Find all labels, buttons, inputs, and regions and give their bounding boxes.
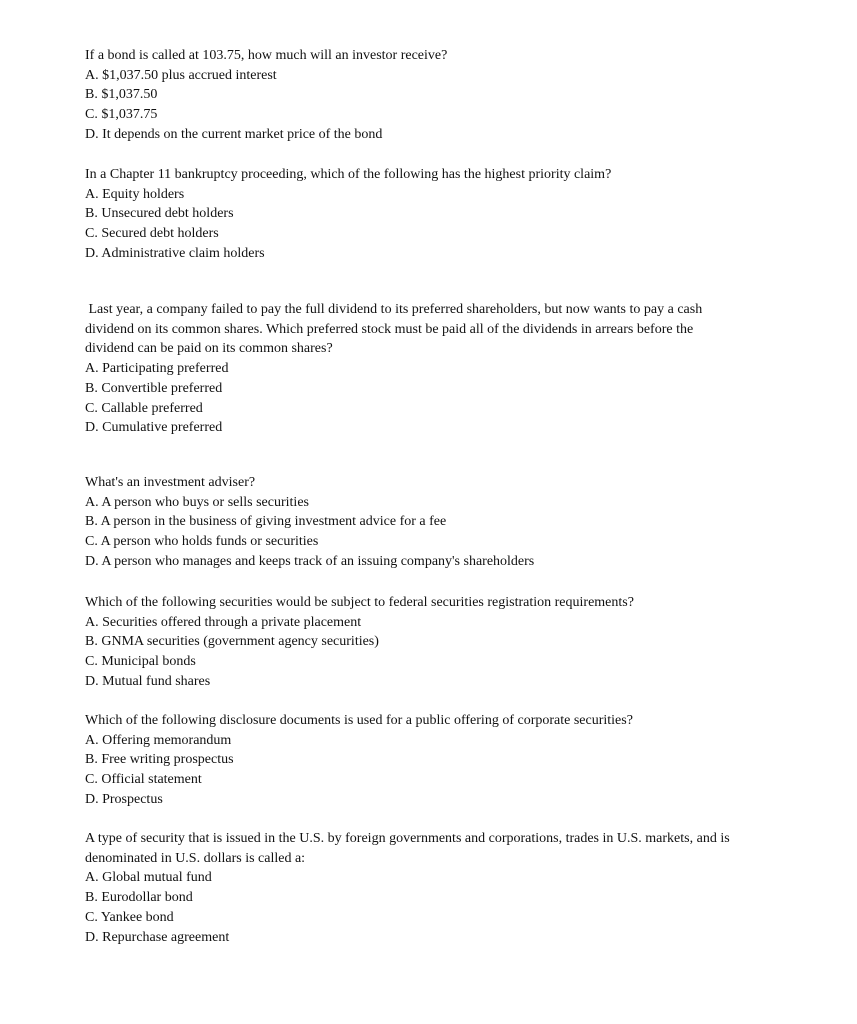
question-6-option-b: B. Free writing prospectus: [85, 752, 234, 768]
question-2-option-a: A. Equity holders: [85, 186, 185, 202]
question-4-option-d: D. A person who manages and keeps track of an issuing company's shareholders: [85, 553, 535, 569]
question-7-option-c: C. Yankee bond: [85, 909, 174, 925]
question-2-option-b: B. Unsecured debt holders: [85, 206, 234, 222]
question-7-option-a: A. Global mutual fund: [85, 870, 212, 886]
question-3-option-a: A. Participating preferred: [85, 361, 229, 377]
question-4: [85, 473, 785, 572]
question-6: [85, 711, 785, 810]
question-5-option-d: D. Mutual fund shares: [85, 673, 211, 689]
question-2: [85, 165, 785, 264]
question-3-option-d: D. Cumulative preferred: [85, 420, 223, 436]
question-7-stem-line-2: denominated in U.S. dollars is called a:: [85, 850, 306, 866]
question-5-option-a: A. Securities offered through a private placement: [85, 614, 362, 630]
question-7-option-d: D. Repurchase agreement: [85, 929, 230, 945]
question-2-option-d: D. Administrative claim holders: [85, 245, 265, 261]
question-3-stem-line-1: Last year, a company failed to pay the full dividend to its preferred shareholders, but now wants to pay a cash: [85, 302, 703, 317]
question-4-option-c: C. A person who holds funds or securities: [85, 534, 319, 550]
question-1: [85, 46, 785, 145]
question-2-option-c: C. Secured debt holders: [85, 226, 219, 242]
question-6-option-a: A. Offering memorandum: [85, 732, 232, 748]
question-1-option-b: B. $1,037.50: [85, 87, 158, 103]
question-3-option-c: C. Callable preferred: [85, 400, 203, 416]
question-3-option-b: B. Convertible preferred: [85, 380, 223, 396]
question-6-option-c: C. Official statement: [85, 772, 202, 788]
question-1-option-a: A. $1,037.50 plus accrued interest: [85, 67, 277, 83]
question-4-option-b: B. A person in the business of giving investment advice for a fee: [85, 514, 447, 530]
question-5-option-c: C. Municipal bonds: [85, 654, 196, 670]
question-2-stem-line-1: In a Chapter 11 bankruptcy proceeding, which of the following has the highest priority claim?: [85, 167, 612, 182]
question-1-stem-line-1: If a bond is called at 103.75, how much will an investor receive?: [85, 48, 448, 63]
question-7-stem-line-1: A type of security that is issued in the U.S. by foreign governments and corporations, trades in U.S. markets, and is: [85, 831, 730, 846]
question-5-stem-line-1: Which of the following securities would be subject to federal securities registration requirements?: [85, 595, 634, 610]
question-1-option-c: C. $1,037.75: [85, 107, 158, 123]
question-4-stem-line-1: What's an investment adviser?: [85, 475, 256, 490]
question-5-option-b: B. GNMA securities (government agency securities): [85, 634, 379, 650]
question-3-stem-line-3: dividend can be paid on its common shares?: [85, 341, 333, 357]
question-1-option-d: D. It depends on the current market price of the bond: [85, 126, 383, 142]
question-6-stem-line-1: Which of the following disclosure documents is used for a public offering of corporate securities?: [85, 713, 633, 728]
question-4-option-a: A. A person who buys or sells securities: [85, 494, 309, 510]
question-3: [85, 300, 785, 438]
question-5: [85, 593, 785, 692]
question-3-stem-line-2: dividend on its common shares. Which preferred stock must be paid all of the dividends in arrears before the: [85, 321, 694, 337]
question-7: [85, 829, 785, 947]
question-6-option-d: D. Prospectus: [85, 791, 163, 807]
question-7-option-b: B. Eurodollar bond: [85, 890, 193, 906]
